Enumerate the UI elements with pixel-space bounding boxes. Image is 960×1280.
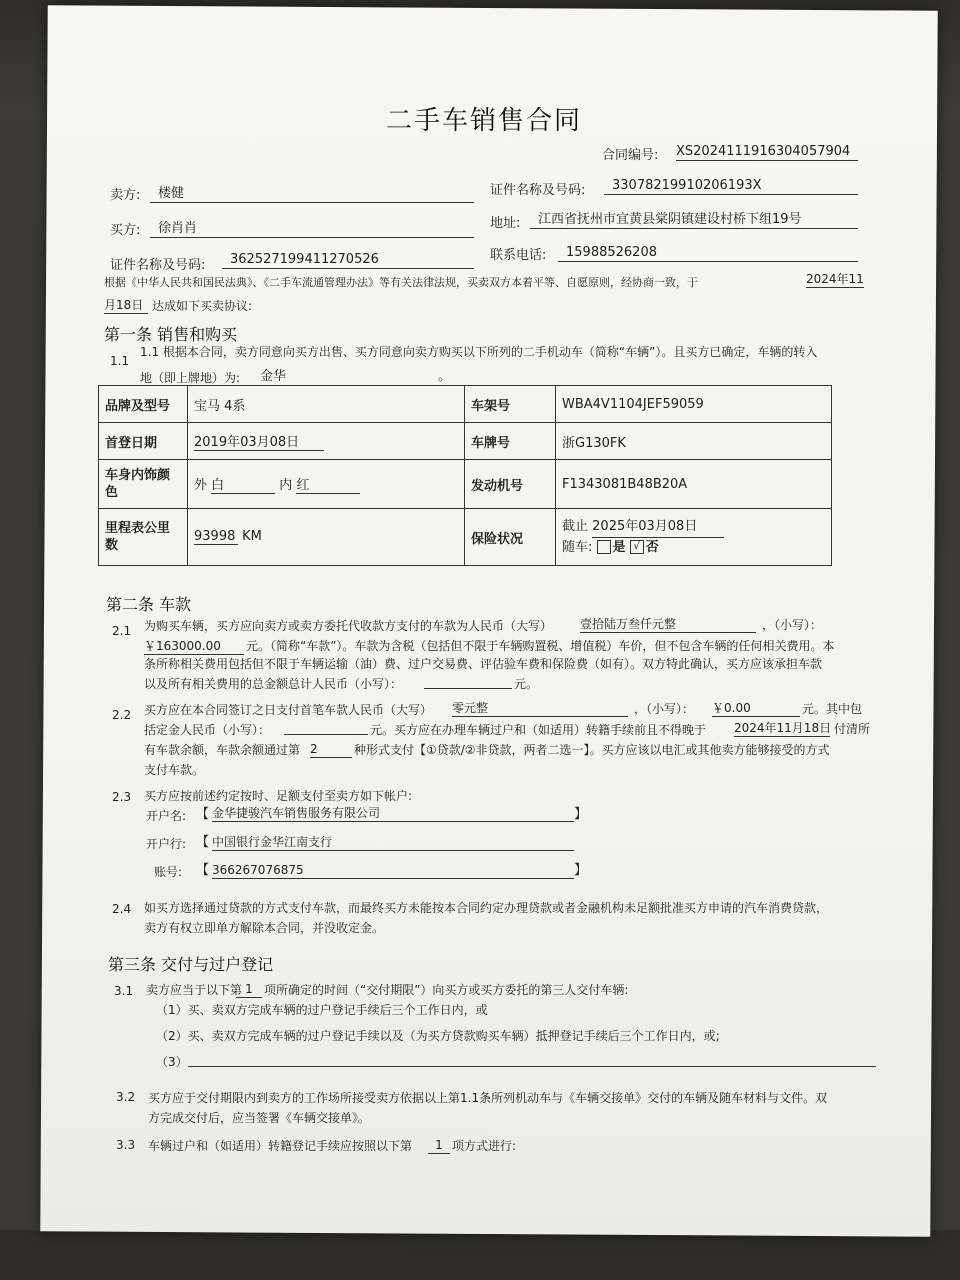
insurance-label: 保险状况	[465, 509, 556, 566]
vin-label: 车架号	[465, 386, 556, 423]
down-payment-upper: 零元整	[452, 700, 628, 717]
mileage-label-line-1: 里程表公里	[105, 521, 171, 536]
engine-value: F1343081B48B20A	[556, 460, 832, 509]
clause-number: 2.3	[112, 790, 132, 804]
clause-1-1-end: 。	[438, 369, 452, 384]
mileage-label-line-2: 数	[105, 538, 119, 553]
buyer-address: 江西省抚州市宜黄县棠阴镇建设村桥下组19号	[530, 212, 858, 229]
no-label: 否	[645, 539, 659, 555]
exterior-label: 外	[194, 478, 208, 493]
mileage-cell	[188, 509, 465, 566]
clause-2-4-text: 如买方选择通过贷款的方式支付车款，而最终买方未能按本合同约定办理贷款或者金融机构未足额批准买方申请的汽车消费贷款，	[144, 901, 829, 915]
bracket-left: 【	[196, 807, 210, 822]
mileage-label	[99, 509, 188, 566]
bank-label: 开户行:	[146, 837, 187, 851]
payment-deadline: 2024年11月18日	[734, 721, 832, 735]
engine-label: 发动机号	[465, 460, 556, 509]
bank-name: 中国银行金华江南支行	[212, 834, 574, 851]
price-lower: ￥163000.00	[144, 638, 244, 655]
basis-date-a: 2024年11	[806, 272, 864, 286]
clause-2-1-text-e: 以及所有相关费用的总金额总计人民币（小写）：	[144, 677, 403, 691]
clause-2-2-text-e: 元。买方应在办理车辆过户和（如适用）转籍手续前且不得晚于	[370, 723, 707, 737]
first-reg-label: 首登日期	[99, 423, 188, 460]
seller-id-label: 证件名称及号码:	[490, 183, 586, 198]
article-3-heading: 第三条 交付与过户登记	[108, 955, 274, 974]
buyer-label: 买方:	[110, 223, 141, 238]
clause-2-2-text: 买方应在本合同签订之日支付首笔车款人民币（大写）	[144, 703, 433, 717]
clause-2-2-text-b: ，（小写）：	[634, 702, 695, 716]
clause-2-1-text-b: ，（小写）：	[762, 618, 823, 632]
clause-number: 3.3	[116, 1138, 136, 1152]
clause-3-3-text-b: 项方式进行:	[452, 1139, 517, 1153]
plate-label: 车牌号	[465, 423, 556, 460]
clause-3-3-text: 车辆过户和（如适用）转籍登记手续应按照以下第	[148, 1139, 413, 1153]
vehicle-spec-table	[98, 385, 832, 566]
payment-method: 2	[310, 741, 352, 758]
buyer-id: 362527199411270526	[222, 252, 474, 269]
clause-2-1-text-d: 条所称相关费用包括但不限于车辆运输（油）费、过户交易费、评估验车费和保险费（如有）。双方特此确认，买方应该承担车款	[144, 657, 823, 671]
clause-2-1-text-c: 元。（简称“车款”）。车款为含税（包括但不限于车辆购置税、增值税）车价，但不包含车辆的任何相关费用。本	[246, 639, 835, 653]
contract-no-label: 合同编号:	[602, 148, 659, 163]
clause-2-2-text-d: 括定金人民币（小写）：	[144, 723, 271, 737]
clause-2-2-text-f: 付清所	[834, 722, 871, 736]
address-label: 地址:	[490, 216, 521, 231]
clause-2-1-text: 为购买车辆，买方应向卖方或卖方委托代收款方支付的车款为人民币（大写）	[144, 619, 553, 633]
delivery-item-no: 1	[236, 981, 262, 998]
seller-id: 330782199102061​93X	[604, 178, 858, 195]
clause-number: 2.4	[112, 902, 132, 916]
buyer-phone: 15988526208	[558, 245, 858, 262]
seller-name: 楼健	[150, 186, 474, 203]
seller-label: 卖方:	[110, 188, 141, 203]
account-name-label: 开户名:	[146, 809, 187, 823]
interior-label: 内	[279, 478, 293, 493]
clause-2-4-text-b: 卖方有权立即单方解除本合同，并没收定金。	[144, 921, 385, 935]
bracket-left: 【	[196, 863, 210, 878]
clause-2-2-text-g: 有车款余额，车款余额通过第	[144, 743, 301, 757]
deposit-blank	[284, 734, 368, 735]
clause-number: 3.1	[114, 984, 134, 998]
bracket-left: 【	[196, 835, 210, 850]
bracket-right: 】	[574, 807, 588, 822]
basis-text-end: 达成如下买卖协议:	[152, 299, 253, 313]
clause-2-3-text: 买方应按前述约定按时、足额支付至卖方如下帐户:	[144, 789, 413, 803]
background-bottom	[0, 1230, 960, 1280]
color-cell	[188, 460, 465, 509]
first-reg-cell	[188, 423, 465, 460]
transfer-item-no: 1	[428, 1137, 450, 1154]
insurance-until-label: 截止	[562, 518, 589, 534]
option-2: （2）买、卖双方完成车辆的过户登记手续以及（为买方贷款购买车辆）抵押登记手续后三个工作日内，或;	[156, 1029, 720, 1043]
insurance-cell	[556, 509, 832, 566]
basis-date-b: 月18日	[104, 297, 148, 314]
price-upper: 壹拾陆万叁仟元整	[580, 616, 756, 633]
option-3-blank	[188, 1066, 876, 1067]
contract-no: XS20241119163040579​04	[676, 144, 858, 161]
interior-color: 红	[296, 474, 360, 494]
first-reg-value: 2019年03月08日	[194, 431, 324, 451]
insurance-until: 2025年03月08日	[592, 517, 724, 538]
clause-number: 2.1	[112, 624, 132, 638]
color-label	[99, 460, 188, 509]
clause-number: 3.2	[116, 1090, 136, 1104]
article-1-heading: 第一条 销售和购买	[104, 325, 238, 344]
account-no-label: 账号:	[154, 865, 183, 879]
yes-label: 是	[612, 539, 626, 555]
basis-text: 根据《中华人民共和国民法典》、《二手车流通管理办法》等有关法律法规，买卖双方本着平等、自愿原则，经协商一致，于	[104, 276, 698, 289]
yes-checkbox[interactable]	[597, 540, 611, 554]
phone-label: 联系电话:	[490, 248, 547, 263]
clause-number: 1.1	[110, 354, 130, 368]
clause-3-2-text-b: 方完成交付后，应当签署《车辆交接单》。	[148, 1111, 371, 1125]
color-label-line-2: 色	[105, 485, 119, 500]
plate-value: 浙G130FK	[556, 423, 832, 460]
buyer-name: 徐肖肖	[150, 221, 474, 238]
account-name: 金华捷骏汽车销售服务有限公司	[212, 805, 574, 822]
bracket-right: 】	[574, 863, 588, 878]
document-title: 二手车销售合同	[386, 106, 583, 136]
color-label-line-1: 车身内饰颜	[105, 468, 171, 483]
no-checkbox[interactable]: √	[630, 540, 644, 554]
brand-value: 宝马 4系	[188, 386, 465, 423]
clause-1-1-text-2: 地（即上牌地）为:	[140, 371, 241, 385]
clause-2-2-text-i: 支付车款。	[144, 763, 205, 777]
clause-2-2-text-h: 种形式支付【①贷款/②非贷款，两者二选一】。买方应该以电汇或其他卖方能够接受的方式	[354, 743, 830, 757]
vin-value: WBA4V1104JEF59059	[556, 386, 832, 423]
exterior-color: 白	[211, 474, 275, 494]
clause-2-1-text-f: 元。	[514, 677, 539, 691]
down-payment-lower: ￥0.00	[712, 700, 800, 717]
clause-3-1-text: 卖方应当于以下第	[146, 983, 243, 997]
buyer-id-label: 证件名称及号码:	[110, 258, 206, 273]
article-2-heading: 第二条 车款	[106, 595, 192, 614]
option-1: （1）买、卖双方完成车辆的过户登记手续后三个工作日内，或	[156, 1003, 488, 1017]
clause-3-2-text: 买方应于交付期限内到卖方的工作场所接受卖方依据以上第1.1条所列机动车与《车辆交接单》交付的车辆及随车材料与文件。双	[148, 1091, 828, 1105]
mileage-unit: KM	[242, 529, 262, 544]
brand-label: 品牌及型号	[99, 386, 188, 423]
account-number: 366267076875	[212, 862, 574, 879]
option-3: （3）	[156, 1055, 188, 1069]
with-car-label: 随车:	[562, 539, 593, 555]
clause-2-2-text-c: 元。其中包	[802, 702, 863, 716]
clause-1-1-text: 1.1 根据本合同，卖方同意向买方出售、买方同意向卖方购买以下所列的二手机动车（简称“车辆”）。且买方已确定，车辆的转入	[140, 345, 818, 359]
mileage-value: 93998	[194, 529, 238, 545]
clause-number: 2.2	[112, 708, 132, 722]
registration-place: 金华	[254, 369, 438, 386]
clause-3-1-text-b: 项所确定的时间（“交付期限”）向买方或买方委托的第三人交付车辆:	[264, 983, 629, 997]
total-amount-blank	[424, 688, 512, 689]
